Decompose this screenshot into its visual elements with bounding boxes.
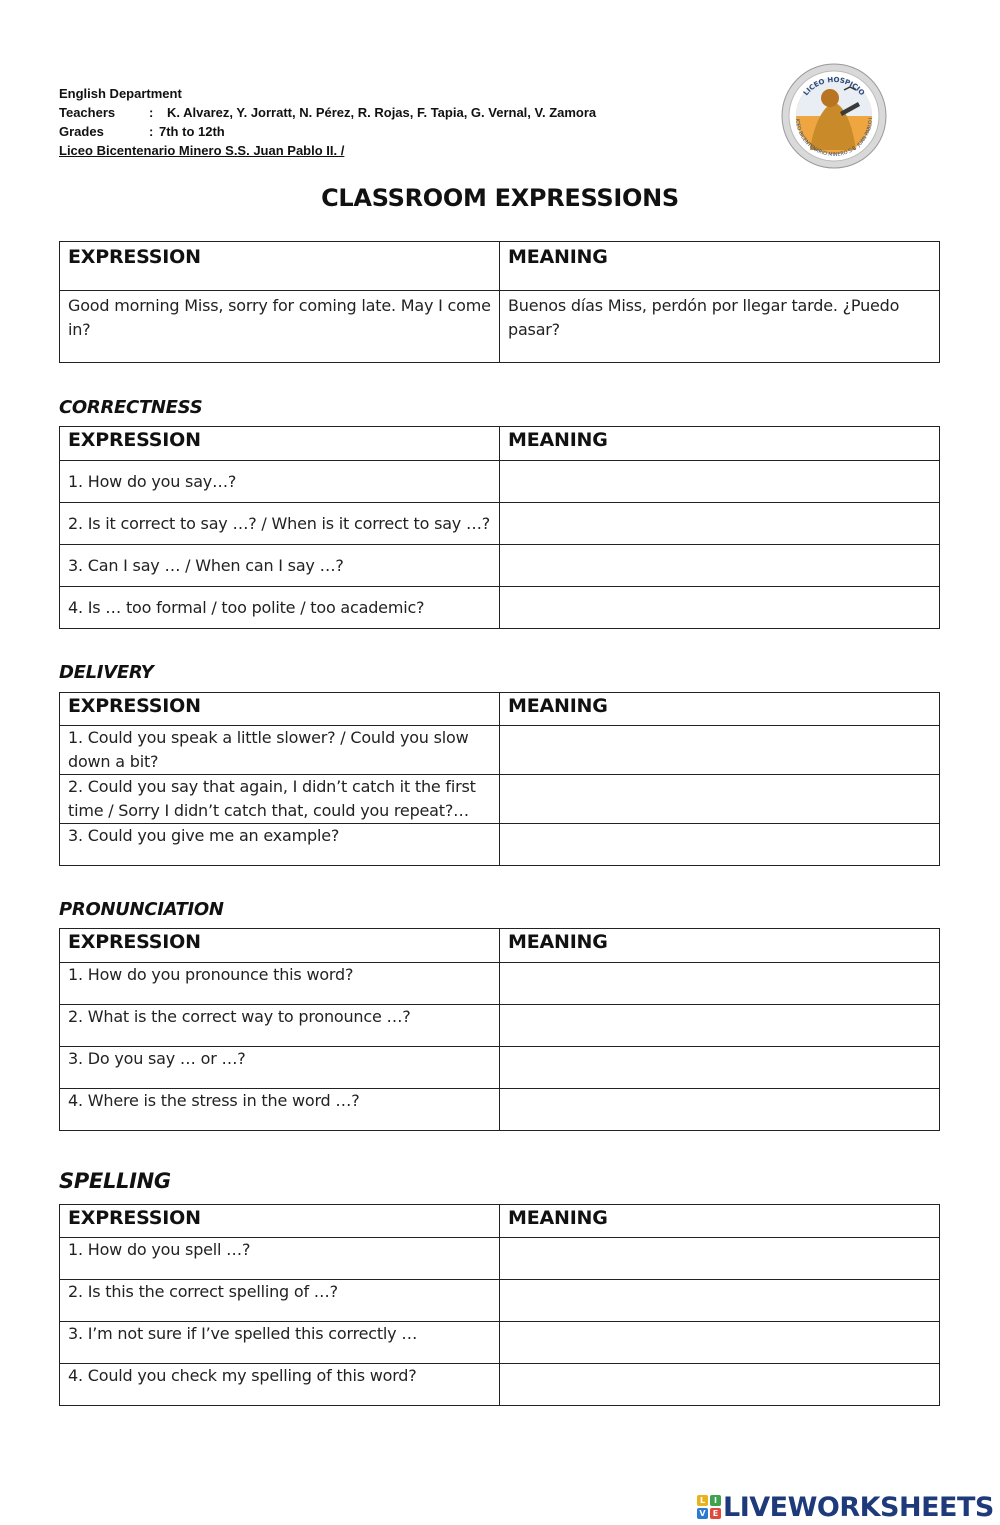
department: English Department xyxy=(59,86,182,101)
intro-table xyxy=(59,241,940,363)
table-row xyxy=(60,824,940,866)
header-expression: EXPRESSION xyxy=(60,242,500,291)
grades-value: 7th to 12th xyxy=(159,124,225,139)
table-row xyxy=(60,963,940,1005)
delivery-table xyxy=(59,692,940,866)
table-header-row xyxy=(60,242,940,291)
grades-line xyxy=(59,122,596,141)
table-header-row xyxy=(60,427,940,461)
table-row xyxy=(60,1322,940,1364)
expression-cell: 1. How do you pronounce this word? xyxy=(60,963,500,1005)
table-row xyxy=(60,503,940,545)
table-row xyxy=(60,461,940,503)
logo-letter-i: I xyxy=(710,1495,721,1506)
table-row xyxy=(60,1089,940,1131)
expression-cell: 4. Where is the stress in the word …? xyxy=(60,1089,500,1131)
table-row xyxy=(60,1280,940,1322)
table-header-row xyxy=(60,929,940,963)
expression-cell: 4. Could you check my spelling of this word? xyxy=(60,1364,500,1406)
table-row xyxy=(60,587,940,629)
intro-expression: Good morning Miss, sorry for coming late. May I come in? xyxy=(60,291,500,363)
header-expression: EXPRESSION xyxy=(60,1205,500,1238)
logo-letter-v: V xyxy=(697,1508,708,1519)
table-row xyxy=(60,775,940,824)
meaning-answer-field[interactable] xyxy=(500,545,940,587)
header-expression: EXPRESSION xyxy=(60,427,500,461)
expression-cell: 3. I’m not sure if I’ve spelled this correctly … xyxy=(60,1322,500,1364)
meaning-answer-field[interactable] xyxy=(500,1238,940,1280)
meaning-answer-field[interactable] xyxy=(500,726,940,775)
section-title-spelling: SPELLING xyxy=(59,1169,171,1193)
meaning-answer-field[interactable] xyxy=(500,1005,940,1047)
expression-cell: 2. Could you say that again, I didn’t catch it the first time / Sorry I didn’t catch that, could you repeat?… xyxy=(60,775,500,824)
teachers-list: K. Alvarez, Y. Jorratt, N. Pérez, R. Rojas, F. Tapia, G. Vernal, V. Zamora xyxy=(167,105,597,120)
table-row xyxy=(60,1005,940,1047)
table-row xyxy=(60,1364,940,1406)
meaning-answer-field[interactable] xyxy=(500,1322,940,1364)
expression-cell: 3. Do you say … or …? xyxy=(60,1047,500,1089)
school-name: Liceo Bicentenario Minero S.S. Juan Pablo II. / xyxy=(59,143,345,158)
grades-separator: : xyxy=(149,124,154,139)
meaning-answer-field[interactable] xyxy=(500,1280,940,1322)
school-seal-logo xyxy=(780,62,888,170)
expression-cell: 3. Could you give me an example? xyxy=(60,824,500,866)
meaning-answer-field[interactable] xyxy=(500,1089,940,1131)
teachers-label: Teachers xyxy=(59,105,116,120)
meaning-answer-field[interactable] xyxy=(500,824,940,866)
header-meaning: MEANING xyxy=(500,929,940,963)
grades-label: Grades xyxy=(59,124,104,139)
expression-cell: 2. What is the correct way to pronounce …? xyxy=(60,1005,500,1047)
seal-bottom-text: ICEO BICENTENARIO MINERO S.S. JUAN PABLO I xyxy=(794,117,875,159)
intro-meaning: Buenos días Miss, perdón por llegar tarde. ¿Puedo pasar? xyxy=(500,291,940,363)
logo-letter-e: E xyxy=(710,1508,721,1519)
document-header xyxy=(59,84,596,160)
expression-cell: 3. Can I say … / When can I say …? xyxy=(60,545,500,587)
meaning-answer-field[interactable] xyxy=(500,1364,940,1406)
section-title-pronunciation: PRONUNCIATION xyxy=(59,899,224,920)
table-row xyxy=(60,1238,940,1280)
watermark-text: LIVEWORKSHEETS xyxy=(723,1491,994,1523)
section-title-correctness: CORRECTNESS xyxy=(59,397,203,418)
correctness-table xyxy=(59,426,940,629)
teachers-line xyxy=(59,103,596,122)
meaning-answer-field[interactable] xyxy=(500,461,940,503)
logo-letter-l: L xyxy=(697,1495,708,1506)
page-title: CLASSROOM EXPRESSIONS xyxy=(321,184,679,212)
liveworksheets-watermark[interactable] xyxy=(697,1490,994,1524)
header-meaning: MEANING xyxy=(500,1205,940,1238)
spelling-table xyxy=(59,1204,940,1406)
seal-top-text: LICEO HOSPICIO xyxy=(801,75,867,98)
table-header-row xyxy=(60,693,940,726)
meaning-answer-field[interactable] xyxy=(500,503,940,545)
expression-cell: 2. Is this the correct spelling of …? xyxy=(60,1280,500,1322)
teachers-separator: : xyxy=(149,105,154,120)
table-row xyxy=(60,291,940,363)
expression-cell: 1. How do you say…? xyxy=(60,461,500,503)
pronunciation-table xyxy=(59,928,940,1131)
table-row xyxy=(60,726,940,775)
school-line xyxy=(59,141,596,160)
expression-cell: 2. Is it correct to say …? / When is it correct to say …? xyxy=(60,503,500,545)
table-row xyxy=(60,1047,940,1089)
header-expression: EXPRESSION xyxy=(60,929,500,963)
header-meaning: MEANING xyxy=(500,693,940,726)
header-expression: EXPRESSION xyxy=(60,693,500,726)
meaning-answer-field[interactable] xyxy=(500,587,940,629)
table-header-row xyxy=(60,1205,940,1238)
liveworksheets-logo-icon xyxy=(697,1495,721,1519)
department-line xyxy=(59,84,596,103)
expression-cell: 1. Could you speak a little slower? / Could you slow down a bit? xyxy=(60,726,500,775)
header-meaning: MEANING xyxy=(500,242,940,291)
expression-cell: 1. How do you spell …? xyxy=(60,1238,500,1280)
header-meaning: MEANING xyxy=(500,427,940,461)
meaning-answer-field[interactable] xyxy=(500,1047,940,1089)
expression-cell: 4. Is … too formal / too polite / too academic? xyxy=(60,587,500,629)
meaning-answer-field[interactable] xyxy=(500,775,940,824)
meaning-answer-field[interactable] xyxy=(500,963,940,1005)
table-row xyxy=(60,545,940,587)
section-title-delivery: DELIVERY xyxy=(59,662,154,683)
